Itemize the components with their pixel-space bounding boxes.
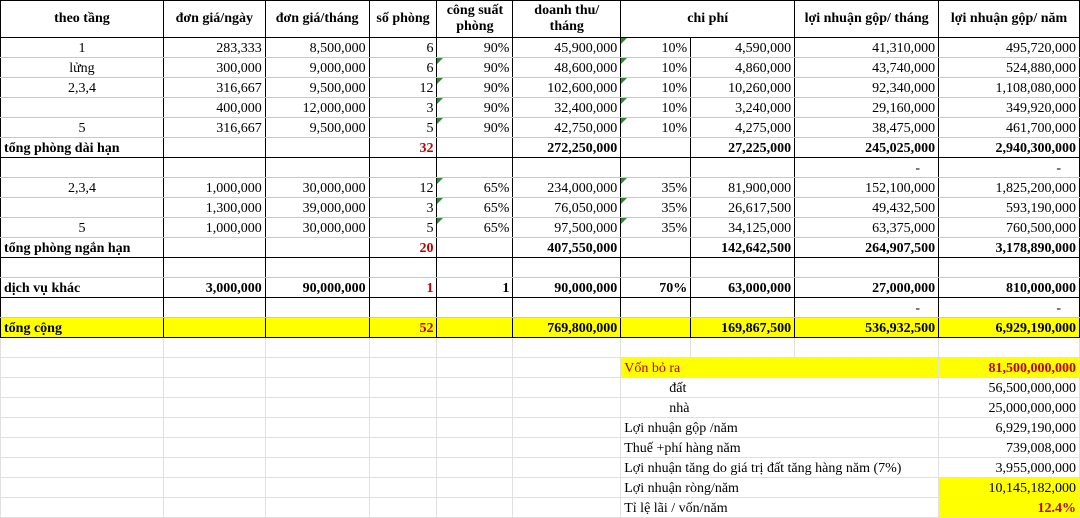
header-floor[interactable]: theo tầng — [1, 1, 164, 38]
cell-cost-pct[interactable]: 10% — [621, 118, 691, 138]
cell-empty[interactable] — [691, 258, 795, 278]
appreciation-label[interactable]: Lợi nhuận tăng do giá trị đất tăng hàng năm (7%) — [621, 458, 939, 478]
cell-dash[interactable]: - — [795, 158, 939, 178]
cell-capacity[interactable]: 90% — [437, 118, 513, 138]
cell-price-day[interactable]: 316,667 — [163, 118, 265, 138]
cell-empty[interactable] — [437, 138, 513, 158]
cell-empty[interactable] — [265, 258, 369, 278]
cell-cost-pct[interactable]: 10% — [621, 38, 691, 58]
cell-empty[interactable] — [369, 398, 437, 418]
header-price-month[interactable]: đơn giá/tháng — [265, 1, 369, 38]
cell-empty[interactable] — [163, 298, 265, 318]
cell-cost[interactable]: 4,590,000 — [691, 38, 795, 58]
cell-price-day[interactable]: 3,000,000 — [163, 278, 265, 298]
table-row — [1, 298, 1080, 318]
cell-price-month[interactable]: 30,000,000 — [265, 218, 369, 238]
cell-empty[interactable] — [265, 438, 369, 458]
cell-gross-month[interactable]: 29,160,000 — [795, 98, 939, 118]
cell-gross-month[interactable]: 49,432,500 — [795, 198, 939, 218]
land-row — [1, 378, 1080, 398]
header-gross-year[interactable]: lợi nhuận gộp/ năm — [939, 1, 1080, 38]
cell-empty[interactable] — [691, 158, 795, 178]
cell-empty[interactable] — [1, 358, 164, 378]
cell-empty[interactable] — [513, 498, 621, 518]
cell-cost[interactable]: 26,617,500 — [691, 198, 795, 218]
house-row — [1, 398, 1080, 418]
net-value[interactable]: 10,145,182,000 — [939, 478, 1080, 498]
cell-revenue[interactable]: 45,900,000 — [513, 38, 621, 58]
house-value[interactable]: 25,000,000,000 — [939, 398, 1080, 418]
cell-rooms[interactable]: 52 — [369, 318, 437, 338]
cell-gross-year[interactable]: 760,500,000 — [939, 218, 1080, 238]
cell-revenue[interactable]: 32,400,000 — [513, 98, 621, 118]
tax-label[interactable]: Thuế +phí hàng năm — [621, 438, 939, 458]
cell-empty[interactable] — [265, 158, 369, 178]
cell-empty[interactable] — [369, 458, 437, 478]
cell-floor[interactable]: 5 — [1, 118, 164, 138]
table-row — [1, 158, 1080, 178]
cell-empty[interactable] — [437, 418, 513, 438]
grand-total-row — [1, 318, 1080, 338]
house-label[interactable]: nhà — [621, 398, 939, 418]
cell-revenue[interactable]: 48,600,000 — [513, 58, 621, 78]
header-price-day[interactable]: đơn giá/ngày — [163, 1, 265, 38]
cell-empty[interactable] — [513, 298, 621, 318]
table-row — [1, 198, 1080, 218]
header-gross-month[interactable]: lợi nhuận gộp/ tháng — [795, 1, 939, 38]
cell-total-label[interactable]: tổng phòng ngắn hạn — [1, 238, 164, 258]
tax-value[interactable]: 739,008,000 — [939, 438, 1080, 458]
cell-cost[interactable]: 4,860,000 — [691, 58, 795, 78]
cell-price-month[interactable]: 8,500,000 — [265, 38, 369, 58]
cell-rooms[interactable]: 20 — [369, 238, 437, 258]
cell-empty[interactable] — [513, 358, 621, 378]
cell-empty[interactable] — [621, 318, 691, 338]
cell-empty[interactable] — [621, 238, 691, 258]
cell-empty[interactable] — [1, 298, 164, 318]
cell-empty[interactable] — [513, 458, 621, 478]
cell-revenue[interactable]: 97,500,000 — [513, 218, 621, 238]
cell-service-label[interactable]: dịch vụ khác — [1, 278, 164, 298]
cell-empty[interactable] — [369, 358, 437, 378]
cell-empty[interactable] — [437, 358, 513, 378]
cell-capacity[interactable]: 90% — [437, 58, 513, 78]
cell-empty[interactable] — [437, 498, 513, 518]
cell-empty[interactable] — [163, 158, 265, 178]
cell-empty[interactable] — [437, 338, 513, 358]
table-row — [1, 78, 1080, 98]
cell-gross-month[interactable]: 92,340,000 — [795, 78, 939, 98]
cell-total-label[interactable]: tổng cộng — [1, 318, 164, 338]
cell-dash[interactable]: - — [939, 158, 1080, 178]
ratio-value[interactable]: 12.4% — [939, 498, 1080, 518]
cell-cost[interactable]: 142,642,500 — [691, 238, 795, 258]
cell-capacity[interactable]: 90% — [437, 38, 513, 58]
table-row — [1, 58, 1080, 78]
cell-revenue[interactable]: 234,000,000 — [513, 178, 621, 198]
cell-capacity[interactable]: 1 — [437, 278, 513, 298]
cell-empty[interactable] — [163, 398, 265, 418]
gross-row — [1, 418, 1080, 438]
cell-cost-pct[interactable]: 10% — [621, 58, 691, 78]
cell-price-month[interactable]: 9,000,000 — [265, 58, 369, 78]
tax-row — [1, 438, 1080, 458]
cell-gross-year[interactable]: 6,929,190,000 — [939, 318, 1080, 338]
cell-price-day[interactable]: 1,000,000 — [163, 178, 265, 198]
net-row — [1, 478, 1080, 498]
cell-rooms[interactable]: 5 — [369, 218, 437, 238]
cell-price-month[interactable]: 90,000,000 — [265, 278, 369, 298]
cell-cost-pct[interactable]: 35% — [621, 218, 691, 238]
cell-gross-month[interactable]: 41,310,000 — [795, 38, 939, 58]
cell-empty[interactable] — [265, 318, 369, 338]
cell-capacity[interactable]: 65% — [437, 198, 513, 218]
cell-capacity[interactable]: 65% — [437, 218, 513, 238]
cell-floor[interactable]: 1 — [1, 38, 164, 58]
cell-empty[interactable] — [1, 418, 164, 438]
cell-empty[interactable] — [621, 298, 691, 318]
cell-rooms[interactable]: 1 — [369, 278, 437, 298]
header-row — [1, 1, 1080, 38]
cell-empty[interactable] — [1, 438, 164, 458]
capital-row — [1, 358, 1080, 378]
header-cost[interactable]: chi phí — [621, 1, 795, 38]
cell-empty[interactable] — [1, 478, 164, 498]
cell-gross-year[interactable]: 524,880,000 — [939, 58, 1080, 78]
cell-gross-month[interactable]: 38,475,000 — [795, 118, 939, 138]
cell-price-month[interactable]: 9,500,000 — [265, 78, 369, 98]
cell-cost[interactable]: 3,240,000 — [691, 98, 795, 118]
cell-empty[interactable] — [265, 418, 369, 438]
cell-gross-month[interactable]: 27,000,000 — [795, 278, 939, 298]
cell-empty[interactable] — [691, 338, 795, 358]
cell-capacity[interactable]: 65% — [437, 178, 513, 198]
cell-empty[interactable] — [265, 398, 369, 418]
cell-empty[interactable] — [1, 458, 164, 478]
cell-empty[interactable] — [795, 258, 939, 278]
cell-rooms[interactable]: 5 — [369, 118, 437, 138]
cell-cost[interactable]: 169,867,500 — [691, 318, 795, 338]
cell-empty[interactable] — [513, 398, 621, 418]
cell-empty[interactable] — [163, 358, 265, 378]
cell-empty[interactable] — [1, 338, 164, 358]
header-revenue[interactable]: doanh thu/ tháng — [513, 1, 621, 38]
cell-gross-month[interactable]: 536,932,500 — [795, 318, 939, 338]
cell-floor[interactable]: 2,3,4 — [1, 78, 164, 98]
ratio-row — [1, 498, 1080, 518]
cell-gross-year[interactable]: 2,940,300,000 — [939, 138, 1080, 158]
cell-rooms[interactable]: 6 — [369, 38, 437, 58]
cell-empty[interactable] — [163, 478, 265, 498]
cell-empty[interactable] — [369, 498, 437, 518]
cell-gross-month[interactable]: 264,907,500 — [795, 238, 939, 258]
cell-empty[interactable] — [1, 258, 164, 278]
cell-dash[interactable]: - — [939, 298, 1080, 318]
cell-dash[interactable]: - — [795, 298, 939, 318]
cell-cost[interactable]: 4,275,000 — [691, 118, 795, 138]
cell-revenue[interactable]: 769,800,000 — [513, 318, 621, 338]
cell-empty[interactable] — [437, 458, 513, 478]
cell-empty[interactable] — [621, 338, 691, 358]
cell-empty[interactable] — [163, 378, 265, 398]
cell-price-month[interactable]: 9,500,000 — [265, 118, 369, 138]
appreciation-value[interactable]: 3,955,000,000 — [939, 458, 1080, 478]
cell-revenue[interactable]: 42,750,000 — [513, 118, 621, 138]
cell-empty[interactable] — [265, 238, 369, 258]
cell-empty[interactable] — [437, 298, 513, 318]
cell-empty[interactable] — [163, 238, 265, 258]
cell-empty[interactable] — [1, 378, 164, 398]
cell-empty[interactable] — [513, 438, 621, 458]
land-label[interactable]: đất — [621, 378, 939, 398]
cell-gross-month[interactable]: 245,025,000 — [795, 138, 939, 158]
cell-cost-pct[interactable]: 35% — [621, 198, 691, 218]
table-row — [1, 338, 1080, 358]
cell-price-day[interactable]: 1,300,000 — [163, 198, 265, 218]
cell-empty[interactable] — [265, 478, 369, 498]
net-label[interactable]: Lợi nhuận ròng/năm — [621, 478, 939, 498]
cell-empty[interactable] — [369, 438, 437, 458]
cell-rooms[interactable]: 32 — [369, 138, 437, 158]
cell-empty[interactable] — [437, 398, 513, 418]
cell-empty[interactable] — [369, 338, 437, 358]
cell-floor[interactable] — [1, 198, 164, 218]
cell-capacity[interactable]: 90% — [437, 98, 513, 118]
cell-cost[interactable]: 10,260,000 — [691, 78, 795, 98]
cell-revenue[interactable]: 76,050,000 — [513, 198, 621, 218]
cell-gross-year[interactable]: 495,720,000 — [939, 38, 1080, 58]
gross-label[interactable]: Lợi nhuận gộp /năm — [621, 418, 939, 438]
cell-empty[interactable] — [265, 378, 369, 398]
cell-floor[interactable]: 2,3,4 — [1, 178, 164, 198]
cell-empty[interactable] — [369, 258, 437, 278]
cell-empty[interactable] — [265, 138, 369, 158]
cell-price-month[interactable]: 12,000,000 — [265, 98, 369, 118]
cell-empty[interactable] — [163, 498, 265, 518]
cell-empty[interactable] — [163, 338, 265, 358]
cell-revenue[interactable]: 102,600,000 — [513, 78, 621, 98]
table-row — [1, 98, 1080, 118]
cell-empty[interactable] — [265, 298, 369, 318]
cell-revenue[interactable]: 90,000,000 — [513, 278, 621, 298]
cell-price-day[interactable]: 316,667 — [163, 78, 265, 98]
cell-empty[interactable] — [1, 158, 164, 178]
cell-empty[interactable] — [621, 258, 691, 278]
table-row — [1, 178, 1080, 198]
cell-cost-pct[interactable]: 35% — [621, 178, 691, 198]
cell-cost-pct[interactable]: 10% — [621, 98, 691, 118]
cell-revenue[interactable]: 272,250,000 — [513, 138, 621, 158]
cell-empty[interactable] — [513, 158, 621, 178]
cell-empty[interactable] — [437, 438, 513, 458]
cell-empty[interactable] — [691, 298, 795, 318]
cell-gross-year[interactable]: 810,000,000 — [939, 278, 1080, 298]
cell-rooms[interactable]: 12 — [369, 178, 437, 198]
cell-empty[interactable] — [1, 498, 164, 518]
cell-rooms[interactable]: 6 — [369, 58, 437, 78]
cell-gross-year[interactable]: 1,108,080,000 — [939, 78, 1080, 98]
cell-floor[interactable]: lửng — [1, 58, 164, 78]
cell-rooms[interactable]: 12 — [369, 78, 437, 98]
cell-empty[interactable] — [939, 258, 1080, 278]
cell-rooms[interactable]: 3 — [369, 98, 437, 118]
cell-empty[interactable] — [437, 378, 513, 398]
cell-empty[interactable] — [163, 138, 265, 158]
cell-empty[interactable] — [1, 398, 164, 418]
table-row — [1, 38, 1080, 58]
cell-empty[interactable] — [369, 298, 437, 318]
cell-empty[interactable] — [437, 478, 513, 498]
cell-empty[interactable] — [163, 438, 265, 458]
capital-label[interactable]: Vốn bỏ ra — [621, 358, 939, 378]
cell-empty[interactable] — [163, 458, 265, 478]
cell-empty[interactable] — [369, 418, 437, 438]
cell-empty[interactable] — [369, 478, 437, 498]
cell-gross-month[interactable]: 152,100,000 — [795, 178, 939, 198]
service-row — [1, 278, 1080, 298]
ratio-label[interactable]: Tỉ lệ lãi / vốn/năm — [621, 498, 939, 518]
cell-empty[interactable] — [163, 418, 265, 438]
gross-value[interactable]: 6,929,190,000 — [939, 418, 1080, 438]
table-row — [1, 258, 1080, 278]
long-term-total-row — [1, 138, 1080, 158]
cell-empty[interactable] — [265, 498, 369, 518]
table-row — [1, 218, 1080, 238]
cell-capacity[interactable]: 90% — [437, 78, 513, 98]
cell-empty[interactable] — [621, 158, 691, 178]
cell-empty[interactable] — [513, 258, 621, 278]
cell-gross-year[interactable]: 349,920,000 — [939, 98, 1080, 118]
cell-price-day[interactable]: 300,000 — [163, 58, 265, 78]
header-rooms[interactable]: số phòng — [369, 1, 437, 38]
cell-empty[interactable] — [513, 378, 621, 398]
cell-cost[interactable]: 81,900,000 — [691, 178, 795, 198]
cell-empty[interactable] — [437, 238, 513, 258]
appreciation-row — [1, 458, 1080, 478]
cell-empty[interactable] — [437, 318, 513, 338]
cell-gross-year[interactable]: 461,700,000 — [939, 118, 1080, 138]
header-capacity[interactable]: công suất phòng — [437, 1, 513, 38]
short-term-total-row — [1, 238, 1080, 258]
cell-empty[interactable] — [513, 338, 621, 358]
cell-floor[interactable]: 5 — [1, 218, 164, 238]
cell-empty[interactable] — [265, 458, 369, 478]
cell-empty[interactable] — [265, 338, 369, 358]
cell-price-day[interactable]: 400,000 — [163, 98, 265, 118]
cell-empty[interactable] — [369, 378, 437, 398]
cell-empty[interactable] — [437, 258, 513, 278]
cell-gross-year[interactable]: 593,190,000 — [939, 198, 1080, 218]
cell-gross-year[interactable]: 1,825,200,000 — [939, 178, 1080, 198]
table-row — [1, 118, 1080, 138]
cell-price-month[interactable]: 30,000,000 — [265, 178, 369, 198]
cell-price-day[interactable]: 1,000,000 — [163, 218, 265, 238]
cell-cost[interactable]: 27,225,000 — [691, 138, 795, 158]
cell-floor[interactable] — [1, 98, 164, 118]
cell-empty[interactable] — [513, 478, 621, 498]
cell-empty[interactable] — [437, 158, 513, 178]
cell-cost[interactable]: 63,000,000 — [691, 278, 795, 298]
cell-gross-year[interactable]: 3,178,890,000 — [939, 238, 1080, 258]
cell-cost-pct[interactable]: 70% — [621, 278, 691, 298]
cell-empty[interactable] — [621, 138, 691, 158]
cell-empty[interactable] — [163, 318, 265, 338]
cell-price-month[interactable]: 39,000,000 — [265, 198, 369, 218]
cell-revenue[interactable]: 407,550,000 — [513, 238, 621, 258]
cell-empty[interactable] — [265, 358, 369, 378]
cell-cost-pct[interactable]: 10% — [621, 78, 691, 98]
cell-cost[interactable]: 34,125,000 — [691, 218, 795, 238]
cell-price-day[interactable]: 283,333 — [163, 38, 265, 58]
land-value[interactable]: 56,500,000,000 — [939, 378, 1080, 398]
cell-rooms[interactable]: 3 — [369, 198, 437, 218]
cell-total-label[interactable]: tổng phòng dài hạn — [1, 138, 164, 158]
cell-empty[interactable] — [795, 338, 939, 358]
cell-empty[interactable] — [513, 418, 621, 438]
cell-empty[interactable] — [163, 258, 265, 278]
cell-gross-month[interactable]: 43,740,000 — [795, 58, 939, 78]
cell-empty[interactable] — [939, 338, 1080, 358]
cell-gross-month[interactable]: 63,375,000 — [795, 218, 939, 238]
capital-value[interactable]: 81,500,000,000 — [939, 358, 1080, 378]
cell-empty[interactable] — [369, 158, 437, 178]
